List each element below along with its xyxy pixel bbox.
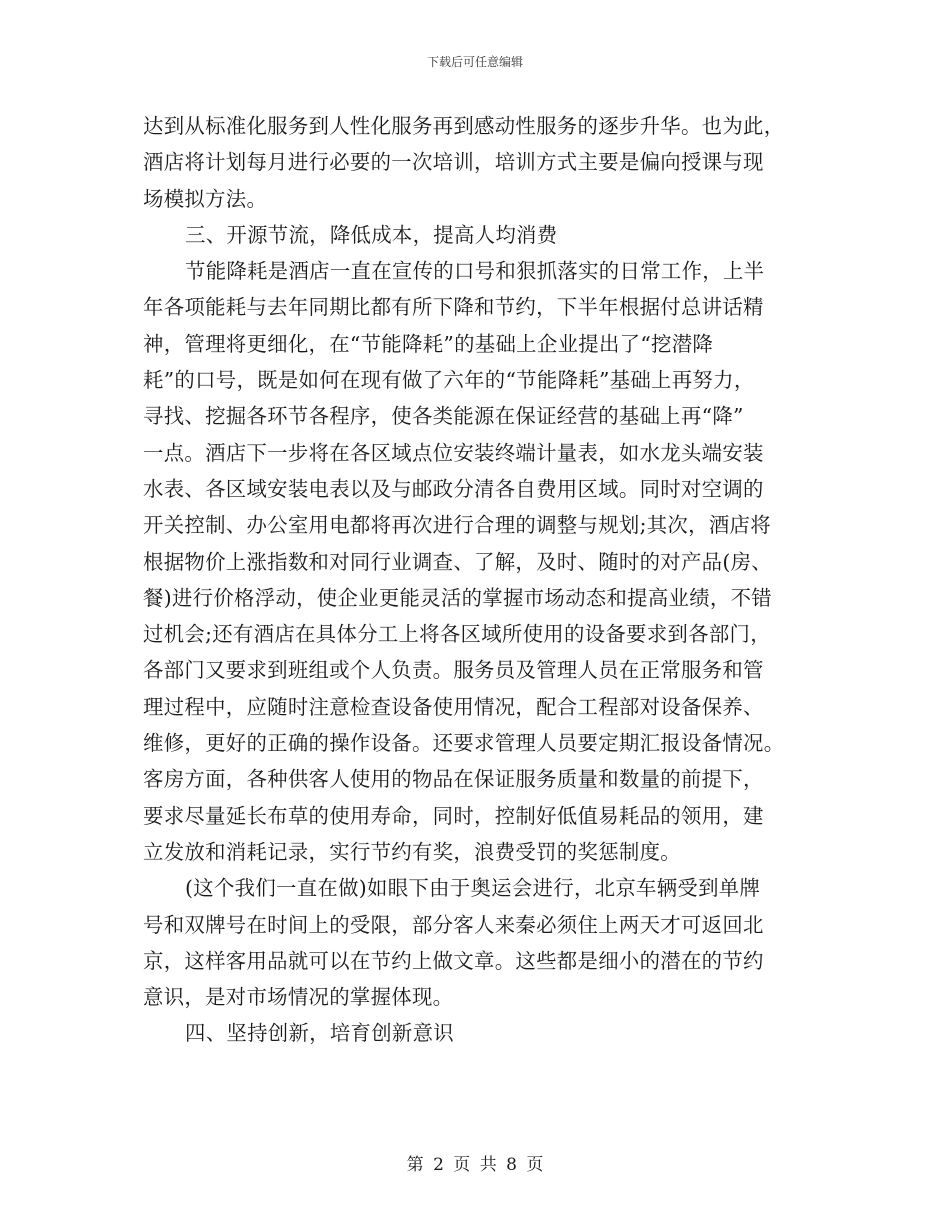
paragraph-line: 意识，是对市场情况的掌握体现。 bbox=[143, 985, 454, 1010]
paragraph-line: 酒店将计划每月进行必要的一次培训，培训方式主要是偏向授课与现 bbox=[143, 150, 764, 175]
paragraph-line: 京，这样客用品就可以在节约上做文章。这些都是细小的潜在的节约 bbox=[143, 948, 764, 973]
section-heading: 三、开源节流，降低成本，提高人均消费 bbox=[185, 222, 558, 247]
paragraph-line: 过机会;还有酒店在具体分工上将各区域所使用的设备要求到各部门， bbox=[143, 622, 771, 647]
paragraph-line: 节能降耗是酒店一直在宣传的口号和狠抓落实的日常工作，上半 bbox=[185, 259, 765, 284]
paragraph-line: (这个我们一直在做)如眼下由于奥运会进行，北京车辆受到单牌 bbox=[185, 876, 761, 901]
paragraph-line: 客房方面，各种供客人使用的物品在保证服务质量和数量的前提下， bbox=[143, 767, 764, 792]
paragraph-line: 理过程中，应随时注意检查设备使用情况，配合工程部对设备保养、 bbox=[143, 694, 764, 719]
paragraph-line: 耗”的口号，既是如何在现有做了六年的“节能降耗”基础上再努力， bbox=[143, 368, 755, 393]
paragraph-line: 根据物价上涨指数和对同行业调查、了解，及时、随时的对产品(房、 bbox=[143, 549, 772, 574]
paragraph-line: 年各项能耗与去年同期比都有所下降和节约，下半年根据付总讲话精 bbox=[143, 295, 764, 320]
paragraph-line: 一点。酒店下一步将在各区域点位安装终端计量表，如水龙头端安装 bbox=[143, 440, 764, 465]
document-body bbox=[143, 108, 807, 1052]
paragraph-line: 号和双牌号在时间上的受限，部分客人来秦必须住上两天才可返回北 bbox=[143, 912, 764, 937]
paragraph-line: 立发放和消耗记录，实行节约有奖，浪费受罚的奖惩制度。 bbox=[143, 839, 681, 864]
paragraph-line: 要求尽量延长布草的使用寿命，同时，控制好低值易耗品的领用，建 bbox=[143, 803, 764, 828]
paragraph-line: 场模拟方法。 bbox=[143, 186, 268, 211]
paragraph-line: 寻找、挖掘各环节各程序，使各类能源在保证经营的基础上再“降” bbox=[143, 404, 744, 429]
paragraph-line: 达到从标准化服务到人性化服务再到感动性服务的逐步升华。也为此， bbox=[143, 114, 785, 138]
paragraph-line: 各部门又要求到班组或个人负责。服务员及管理人员在正常服务和管 bbox=[143, 658, 764, 683]
paragraph-line: 餐)进行价格浮动，使企业更能灵活的掌握市场动态和提高业绩，不错 bbox=[143, 585, 772, 610]
section-heading: 四、坚持创新，培育创新意识 bbox=[185, 1021, 454, 1046]
paragraph-line: 水表、各区域安装电表以及与邮政分清各自费用区域。同时对空调的 bbox=[143, 476, 764, 501]
paragraph-line: 维修，更好的正确的操作设备。还要求管理人员要定期汇报设备情况。 bbox=[143, 731, 785, 756]
paragraph-line: 开关控制、办公室用电都将再次进行合理的调整与规划;其次，酒店将 bbox=[143, 513, 771, 538]
page-number: 第 2 页 共 8 页 bbox=[406, 1155, 544, 1175]
page-header: 下载后可任意编辑 bbox=[426, 55, 523, 69]
paragraph-line: 神，管理将更细化，在“节能降耗”的基础上企业提出了“挖潜降 bbox=[143, 331, 714, 356]
